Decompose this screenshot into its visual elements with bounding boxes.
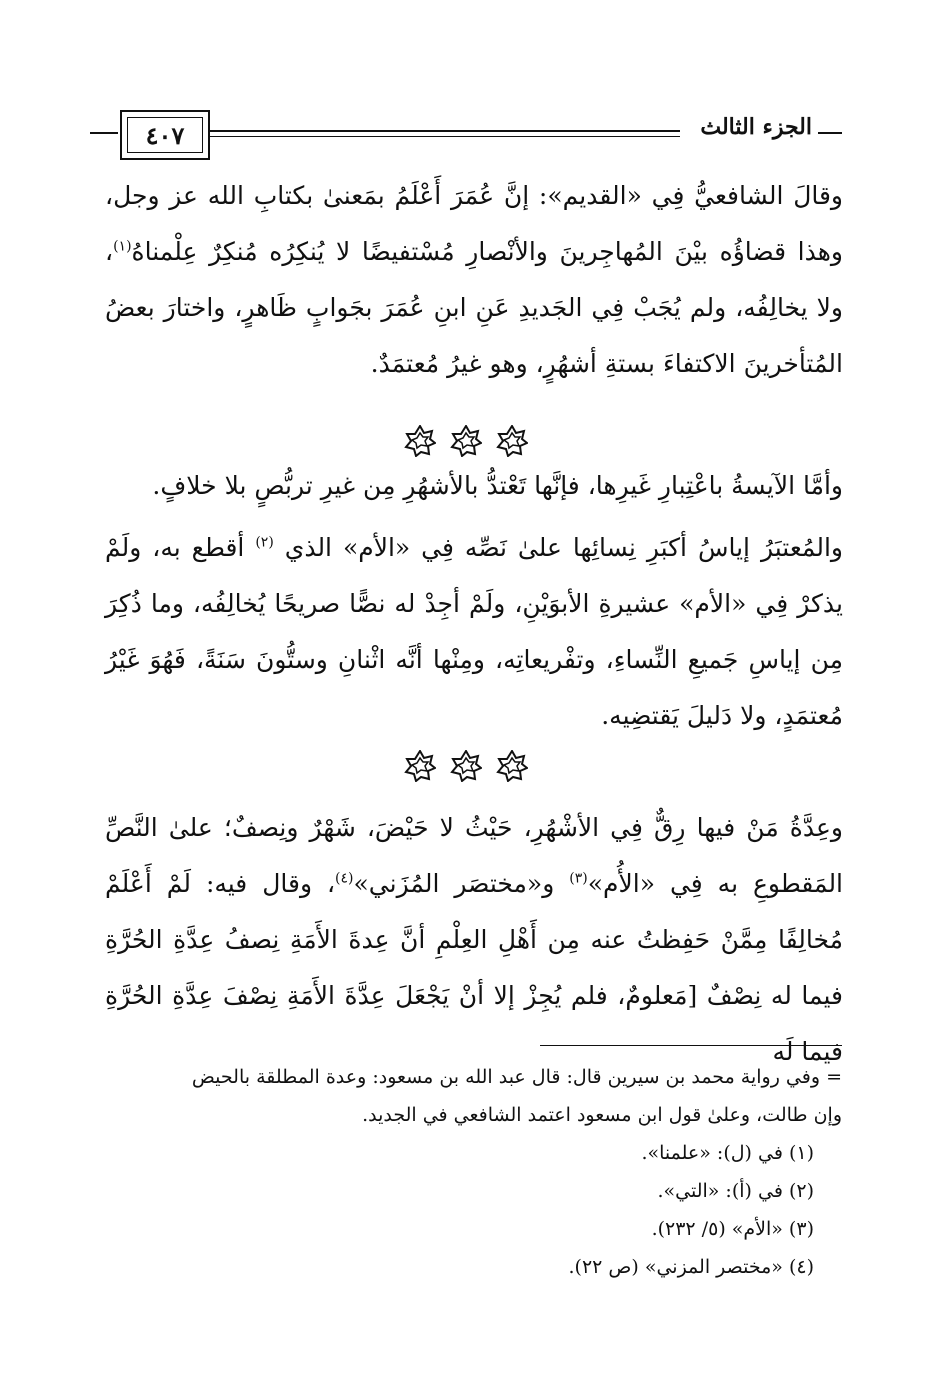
section-divider-2 — [0, 750, 932, 782]
page-number-box — [120, 110, 210, 160]
footnotes — [100, 1058, 842, 1286]
star-ornament-icon — [496, 750, 528, 782]
footnote-1: (١) في (ل): «علمنا». — [641, 1142, 814, 1164]
paragraph-3 — [105, 520, 843, 744]
paragraph-1-text-a: وقالَ الشافعيُّ فِي «القديم»: إنَّ عُمَرَ أَعْلَمُ بمَعنىٰ بكتابِ الله عز وجل، وهذا قضاؤُه بيْنَ المُهاجِرينَ والأنْصارِ مُسْتفيضًا لا يُنكِرُه مُنكِرٌ عِلْمناهُ — [105, 181, 843, 266]
paragraph-2-text: وأمَّا الآيسةُ باعْتِبارِ غَيرِها، فإنَّها تَعْتدُّ بالأشهُرِ مِن غيرِ تربُّصٍ بلا خلافٍ. — [152, 471, 843, 500]
paragraph-1-text-b: ، ولا يخالِفُه، ولم يُجَبْ فِي الجَديدِ عَنِ ابنِ عُمَرَ بجَوابٍ ظَاهرٍ، واختارَ بعضُ المُتأخرينَ الاكتفاءَ بستةِ أشهُرٍ، وهو غيرُ مُعتمَدٌ. — [105, 237, 843, 378]
footnote-continuation-line-2: وإن طالت، وعلىٰ قول ابن مسعود اعتمد الشافعي في الجديد. — [362, 1104, 842, 1126]
page-number: ٤٠٧ — [127, 117, 203, 153]
footnote-2: (٢) في (أ): «التي». — [657, 1180, 814, 1202]
paragraph-4 — [105, 800, 843, 1080]
part-title: الجزء الثالث — [700, 114, 812, 140]
paragraph-4-text-a: وعِدَّةُ مَنْ فيها رِقٌّ فِي الأشْهُرِ، حَيْثُ لا حَيْضَ، شَهْرٌ ونِصفٌ؛ علىٰ النَّصِّ المَقطوعِ به فِي «الأُم» — [105, 813, 844, 898]
footnote-ref-1: (١) — [113, 238, 132, 255]
footnote-separator — [540, 1045, 842, 1046]
star-ornament-icon — [404, 750, 436, 782]
page-header — [90, 100, 842, 170]
star-ornament-icon — [450, 750, 482, 782]
footnote-ref-2: (٢) — [255, 534, 274, 551]
footnote-3: (٣) «الأم» (٥/ ٢٣٢). — [651, 1218, 814, 1240]
header-rule-middle — [210, 130, 680, 132]
footnote-continuation-line-1: = وفي رواية محمد بن سيرين قال: قال عبد الله بن مسعود: وعدة المطلقة بالحيض — [191, 1066, 842, 1088]
section-divider-1 — [0, 425, 932, 457]
star-ornament-icon — [404, 425, 436, 457]
footnote-ref-3: (٣) — [569, 870, 588, 887]
paragraph-1 — [105, 168, 843, 392]
paragraph-2 — [105, 458, 843, 514]
star-ornament-icon — [496, 425, 528, 457]
paragraph-4-text-b: و«مختصَر المُزَني» — [353, 869, 570, 898]
header-rule-middle-thin — [210, 136, 680, 137]
paragraph-3-text-b: أقطع به، ولَمْ يذكرْ فِي «الأم» عشيرةِ الأبوَيْنِ، ولَمْ أجِدْ له نصًّا صريحًا يُخالِفُه، وما ذُكِرَ مِن إياسِ جَميعِ النِّساءِ، وتفْريعاتِه، ومِنْها أنَّه اثْنانِ وستُّونَ سَنَةً، فَهُوَ غَيْرُ مُعتمَدٍ، ولا دَليلَ يَقتضِيه. — [105, 533, 843, 730]
star-ornament-icon — [450, 425, 482, 457]
paragraph-4-text-c: ، وقال فيه: لَمْ أَعْلَمْ مُخالِفًا مِمَّنْ حَفِظتُ عنه مِن أَهْلِ العِلْمِ أنَّ عِدةَ الأَمَةِ نِصفُ عِدَّةِ الحُرَّةِ فيما له نِصْفٌ [مَعلومٌ، فلم يُجِزْ إلا أنْ يَجْعَلَ عِدَّةَ الأَمَةِ نِصْفَ عِدَّةِ الحُرَّةِ فيما لَه — [105, 869, 843, 1066]
header-rule-right — [818, 132, 842, 134]
footnote-4: (٤) «مختصر المزني» (ص ٢٢). — [568, 1256, 814, 1278]
header-rule-left — [90, 132, 118, 134]
footnote-ref-4: (٤) — [335, 870, 354, 887]
paragraph-3-text-a: والمُعتبَرُ إياسُ أكبَرِ نِسائِها علىٰ نَصِّه فِي «الأم» الذي — [284, 533, 843, 562]
